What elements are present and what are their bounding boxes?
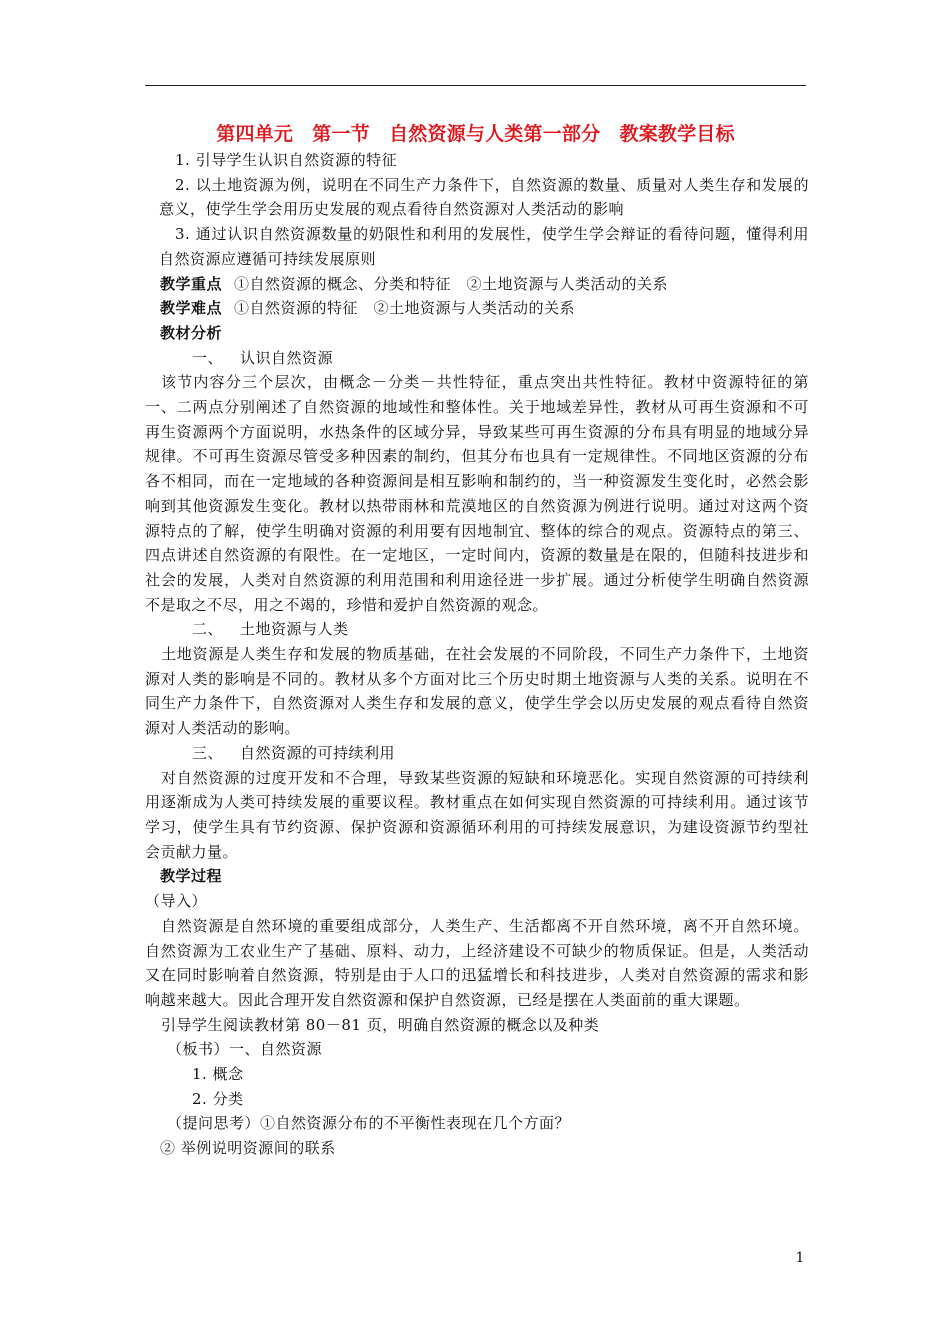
- section-number: 二、: [192, 620, 224, 639]
- section-heading: [145, 741, 809, 766]
- page-number: 1: [795, 1250, 805, 1266]
- board-item: 2. 分类: [192, 1089, 244, 1108]
- document-body: [145, 148, 809, 1161]
- goal-item: 2. 以土地资源为例，说明在不同生产力条件下，自然资源的数量、质量对人类生存和发展的意义，使学生学会用历史发展的观点看待自然资源对人类活动的影响: [159, 175, 809, 219]
- reading-text: 引导学生阅读教材第 80－81 页，明确自然资源的概念以及种类: [161, 1015, 600, 1034]
- header-rule: [145, 85, 806, 86]
- section-text: 该节内容分三个层次，由概念－分类－共性特征，重点突出共性特征。教材中资源特征的第一、二两点分别阐述了自然资源的地域性和整体性。关于地域差异性，教材从可再生资源和不可再生资源两个方面说明，水热条件的区域分异，导致某些可再生资源的分布具有明显的地域分异规律。不可再生资源尽管受多种因素的制约，但其分布也具有一定规律性。不同地区资源的分布各不相同，而在一定地域的各种资源间是相互影响和制约的，当一种资源发生变化时，必然会影响到其他资源发生变化。教材以热带雨林和荒漠地区的自然资源为例进行说明。通过对这两个资源特点的了解，使学生明确对资源的利用要有因地制宜、整体的综合的观点。资源特点的第三、四点讲述自然资源的有限性。在一定地区，一定时间内，资源的数量是在限的，但随科技进步和社会的发展，人类对自然资源的利用范围和利用途径进一步扩展。通过分析使学生明确自然资源不是取之不尽，用之不竭的，珍惜和爱护自然资源的观念。: [145, 373, 809, 614]
- intro-label: （导入）: [145, 892, 208, 911]
- section-title: 土地资源与人类: [240, 620, 349, 639]
- goal-item: 3. 通过认识自然资源数量的奶限性和利用的发展性，使学生学会辩证的看待问题，懂得利用自然资源应遵循可持续发展原则: [159, 225, 809, 268]
- question-text: （提问思考）①自然资源分布的不平衡性表现在几个方面？: [167, 1114, 571, 1133]
- goal-item: 1. 引导学生认识自然资源的特征: [175, 151, 398, 169]
- section-text: 对自然资源的过度开发和不合理，导致某些资源的短缺和环境恶化。实现自然资源的可持续利用逐渐成为人类可持续发展的重要议程。教材重点在如何实现自然资源的可持续利用。通过该节学习，使学生具有节约资源、保护资源和资源循环利用的可持续发展意识，为建设资源节约型社会贡献力量。: [145, 768, 809, 861]
- process-heading: 教学过程: [160, 867, 223, 886]
- key-points: [145, 272, 809, 297]
- difficulties-label: 教学难点: [160, 299, 223, 318]
- section-heading: [145, 617, 809, 642]
- section-number: 一、: [192, 348, 224, 367]
- intro-text: 自然资源是自然环境的重要组成部分，人类生产、生活都离不开自然环境，离不开自然环境。自然资源为工农业生产了基础、原料、动力，上经济建设不可缺少的物质保证。但是，人类活动又在同时影响着自然资源，特别是由于人口的迅猛增长和科技进步，人类对自然资源的需求和影响越来越大。因此合理开发自然资源和保护自然资源，已经是摆在人类面前的重大课题。: [145, 916, 809, 1009]
- section-heading: [145, 346, 809, 371]
- key-points-text: ①自然资源的概念、分类和特征 ②土地资源与人类活动的关系: [234, 274, 669, 293]
- section-title: 自然资源的可持续利用: [240, 743, 396, 762]
- section-title: 认识自然资源: [240, 348, 334, 367]
- board-item: 1. 概念: [192, 1065, 244, 1084]
- board-text: （板书）一、自然资源: [167, 1040, 323, 1059]
- page-title: 第四单元 第一节 自然资源与人类第一部分 教案教学目标: [216, 123, 735, 145]
- section-text: 土地资源是人类生存和发展的物质基础，在社会发展的不同阶段，不同生产力条件下，土地资源对人类的影响是不同的。教材从多个方面对比三个历史时期土地资源与人类的关系。说明在不同生产力条件下，自然资源对人类生存和发展的意义，使学生学会以历史发展的观点看待自然资源对人类活动的影响。: [145, 645, 809, 738]
- section-number: 三、: [192, 743, 224, 762]
- difficulties: [145, 296, 809, 321]
- difficulties-text: ①自然资源的特征 ②土地资源与人类活动的关系: [234, 299, 576, 318]
- example-text: ② 举例说明资源间的联系: [160, 1139, 336, 1158]
- key-points-label: 教学重点: [160, 274, 223, 293]
- analysis-heading: 教材分析: [160, 323, 223, 342]
